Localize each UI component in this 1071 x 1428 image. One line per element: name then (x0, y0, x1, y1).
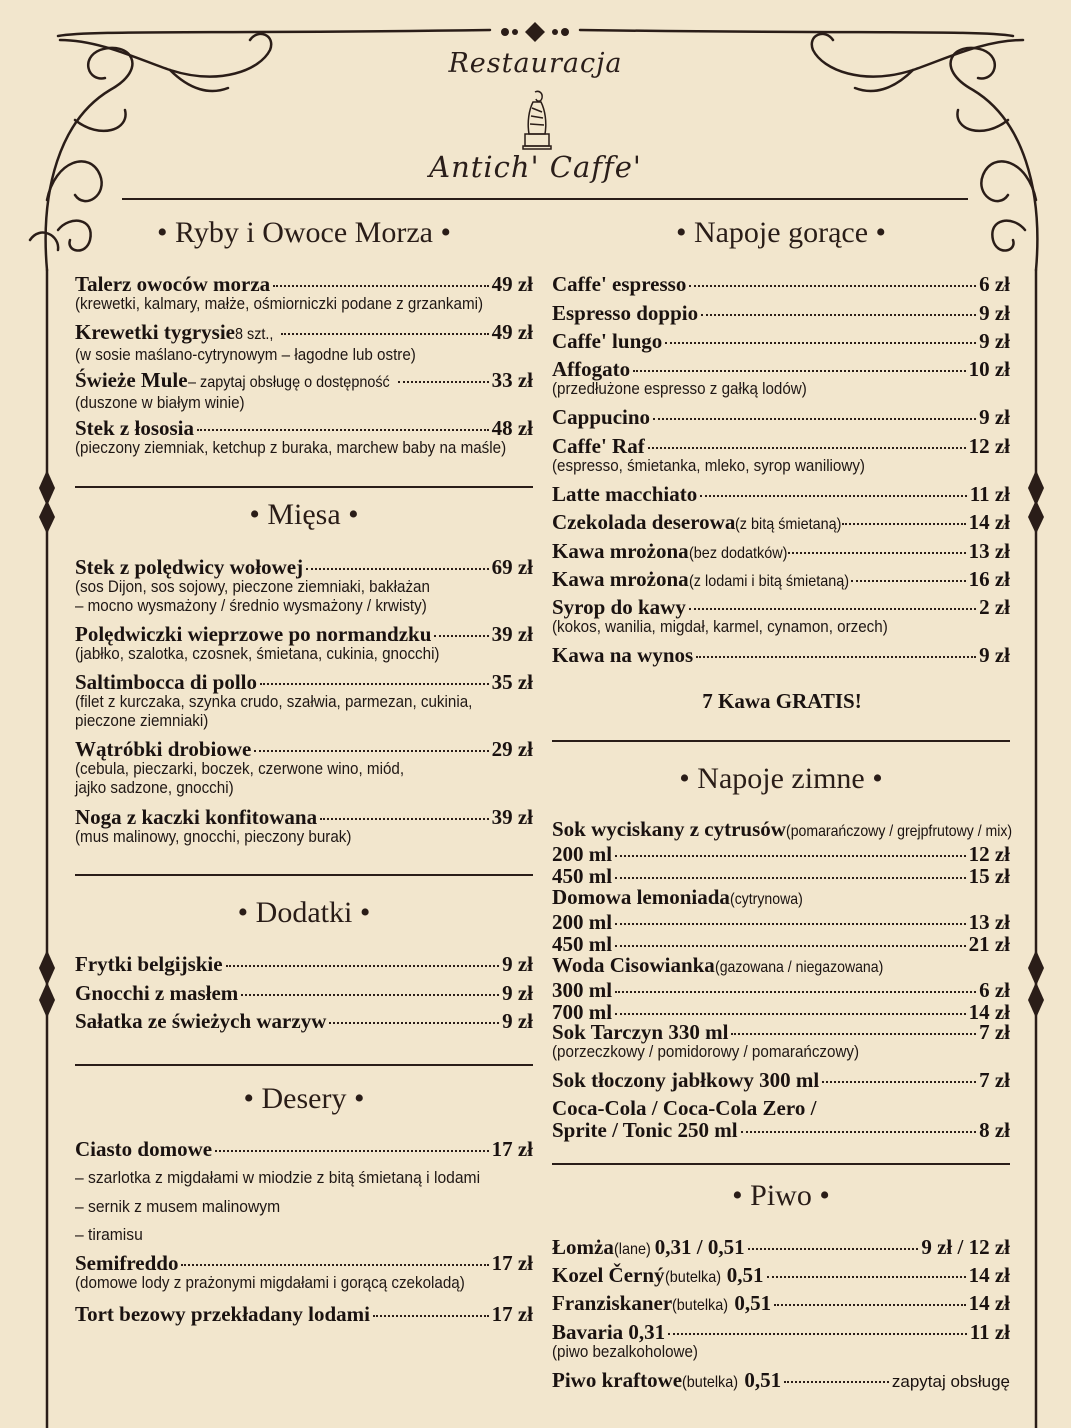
menu-item: Semifreddo 17 zł (domowe lody z prażonymi migdałami i gorącą czekoladą) (75, 1251, 533, 1292)
menu-item: Franziskaner(butelka)0,51 14 zł (552, 1291, 1010, 1315)
section-divider (75, 486, 533, 488)
brand-name-top: Restauracja (448, 48, 623, 79)
menu-item: Kawa mrożona(bez dodatków) 13 zł (552, 539, 1010, 563)
menu-item: Krewetki tygrysie8 szt., 49 zł (w sosie maślano-cytrynowym – łagodne lub ostre) (75, 320, 533, 364)
section-title-beer: • Piwo • (732, 1179, 830, 1212)
section-divider (75, 1064, 533, 1066)
menu-item: Saltimbocca di pollo 35 zł (filet z kurczaka, szynka crudo, szałwia, parmezan, cukinia, pieczone ziemniaki) (75, 670, 533, 730)
menu-item: Kawa mrożona(z lodami i bitą śmietaną) 16 zł (552, 567, 1010, 591)
menu-item: Świeże Mule– zapytaj obsługę o dostępność 33 zł (duszone w białym winie) (75, 368, 533, 412)
menu-item: Stek z łososia 48 zł (pieczony ziemniak, ketchup z buraka, marchew baby na maśle) (75, 416, 533, 457)
menu-item: Syrop do kawy 2 zł (kokos, wanilia, migdał, karmel, cynamon, orzech) (552, 595, 1010, 636)
menu-item: Ciasto domowe 17 zł (75, 1137, 533, 1161)
brand-name-bottom: Antich' Caffe' (429, 150, 642, 184)
menu-item: Caffe' espresso 6 zł (552, 272, 1010, 296)
menu-item: Coca-Cola / Coca-Cola Zero / Sprite / Tonic 250 ml 8 zł (552, 1096, 1010, 1142)
menu-item: Talerz owoców morza 49 zł (krewetki, kalmary, małże, ośmiorniczki podane z grzankami) (75, 272, 533, 313)
promo-free-coffee: 7 Kawa GRATIS! (702, 689, 862, 713)
menu-item: Bavaria 0,31 11 zł (piwo bezalkoholowe) (552, 1320, 1010, 1361)
menu-item: Sok Tarczyn 330 ml 7 zł (porzeczkowy / pomidorowy / pomarańczowy) (552, 1020, 1010, 1061)
menu-item: Łomża(lane)0,31 / 0,51 9 zł / 12 zł (552, 1235, 1010, 1259)
menu-item: Stek z polędwicy wołowej 69 zł (sos Dijon, sos sojowy, pieczone ziemniaki, bakłażan – mocno wysmażony / średnio wysmażony / krwisty) (75, 555, 533, 615)
menu-item: Cappucino 9 zł (552, 405, 1010, 429)
section-divider (552, 740, 1010, 742)
section-title-cold-drinks: • Napoje zimne • (679, 762, 883, 795)
menu-item: Woda Cisowianka(gazowana / niegazowana) 300 ml 6 zł 700 ml 14 zł (552, 953, 1010, 1024)
menu-item: Latte macchiato 11 zł (552, 482, 1010, 506)
menu-item: Wątróbki drobiowe 29 zł (cebula, pieczarki, boczek, czerwone wino, miód, jajko sadzone, gnocchi) (75, 737, 533, 797)
menu-item: Caffe' Raf 12 zł (espresso, śmietanka, mleko, syrop waniliowy) (552, 434, 1010, 475)
section-title-hot-drinks: • Napoje gorące • (675, 216, 887, 249)
section-divider (75, 874, 533, 876)
section-title-meat: • Mięsa • (249, 498, 359, 531)
cake-option: – tiramisu (75, 1225, 143, 1244)
menu-item: Gnocchi z masłem 9 zł (75, 981, 533, 1005)
section-title-desserts: • Desery • (243, 1082, 365, 1115)
menu-item: Frytki belgijskie 9 zł (75, 952, 533, 976)
menu-item: Sałatka ze świeżych warzyw 9 zł (75, 1009, 533, 1033)
menu-item: Espresso doppio 9 zł (552, 301, 1010, 325)
statue-icon (521, 88, 553, 150)
brand-header (0, 0, 1071, 200)
cake-option: – szarlotka z migdałami w miodzie z bitą śmietaną i lodami (75, 1168, 481, 1187)
menu-item: Affogato 10 zł (przedłużone espresso z gałką lodów) (552, 357, 1010, 398)
menu-item: Sok tłoczony jabłkowy 300 ml 7 zł (552, 1068, 1010, 1092)
menu-item: Czekolada deserowa(z bitą śmietaną) 14 zł (552, 510, 1010, 534)
menu-item: Kawa na wynos 9 zł (552, 643, 1010, 667)
cake-option: – sernik z musem malinowym (75, 1197, 281, 1216)
menu-item: Noga z kaczki konfitowana 39 zł (mus malinowy, gnocchi, pieczony burak) (75, 805, 533, 846)
section-title-sides: • Dodatki • (237, 896, 371, 929)
menu-item: Polędwiczki wieprzowe po normandzku 39 zł (jabłko, szalotka, czosnek, śmietana, cukinia, gnocchi) (75, 622, 533, 663)
menu-item: Caffe' lungo 9 zł (552, 329, 1010, 353)
section-divider (552, 1163, 1010, 1165)
menu-item: Piwo kraftowe(butelka)0,51 zapytaj obsługę (552, 1368, 1010, 1392)
menu-item: Sok wyciskany z cytrusów(pomarańczowy / grejpfrutowy / mix) 200 ml 12 zł 450 ml 15 zł (552, 817, 1013, 888)
menu-item: Tort bezowy przekładany lodami 17 zł (75, 1302, 533, 1326)
menu-item: Kozel Černý(butelka)0,51 14 zł (552, 1263, 1010, 1287)
section-title-seafood: • Ryby i Owoce Morza • (157, 216, 451, 249)
menu-item: Domowa lemoniada(cytrynowa) 200 ml 13 zł 450 ml 21 zł (552, 885, 1010, 956)
